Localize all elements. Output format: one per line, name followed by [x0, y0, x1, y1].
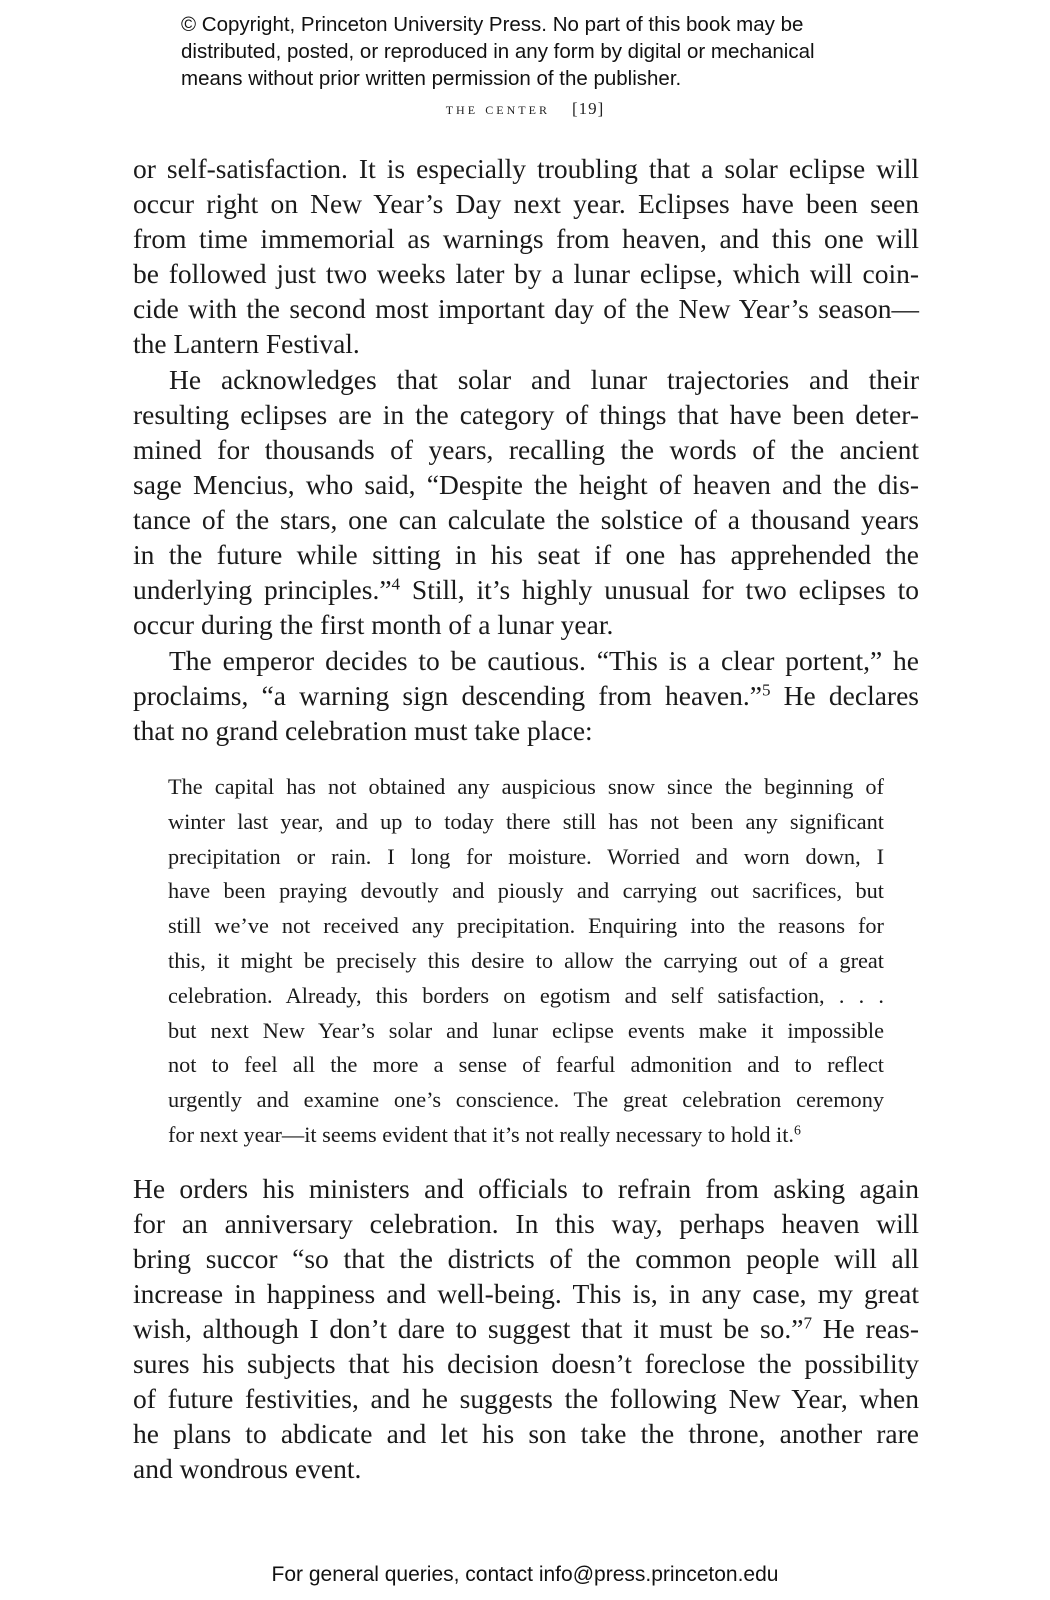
- text-line: [133, 1311, 919, 1346]
- footnote-marker-6: 6: [794, 1122, 801, 1138]
- paragraph-2: [133, 362, 919, 642]
- quote-line: [168, 1118, 884, 1153]
- text-line: occur during the first month of a lunar year.: [133, 609, 614, 640]
- block-quote: [168, 770, 884, 1153]
- text-line: or self-satisfaction. It is especially troubling that a solar eclipse will: [133, 153, 919, 184]
- text-line: [133, 678, 919, 713]
- footer-contact: For general queries, contact info@press.princeton.edu: [271, 1563, 779, 1586]
- text-line: He acknowledges that solar and lunar trajectories and their: [169, 364, 919, 395]
- text-line: be followed just two weeks later by a lunar eclipse, which will coin-: [133, 258, 919, 289]
- quote-line: urgently and examine one’s conscience. The great celebration ceremony: [168, 1087, 884, 1113]
- copyright-line: means without prior written permission of the publisher.: [181, 67, 682, 90]
- paragraph-4: [133, 1171, 919, 1486]
- quote-line: The capital has not obtained any auspicious snow since the beginning of: [168, 774, 884, 799]
- quote-line: have been praying devoutly and piously and carrying out sacrifices, but: [168, 878, 884, 904]
- text-line: of future festivities, and he suggests the following New Year, when: [133, 1383, 919, 1414]
- paragraph-1: [133, 151, 919, 361]
- footnote-marker-4: 4: [391, 574, 401, 594]
- quote-line: still we’ve not received any precipitation. Enquiring into the reasons for: [168, 913, 884, 939]
- text-line: tance of the stars, one can calculate the solstice of a thousand years: [133, 504, 919, 535]
- quote-line: not to feel all the more a sense of fearful admonition and to reflect: [168, 1052, 884, 1078]
- text-line: occur right on New Year’s Day next year. Eclipses have been seen: [133, 188, 919, 219]
- text-line: The emperor decides to be cautious. “This is a clear portent,” he: [169, 645, 919, 676]
- text-segment: proclaims, “a warning sign descending from heaven.”: [133, 680, 762, 711]
- quote-line: celebration. Already, this borders on egotism and self satisfaction, . . .: [168, 982, 884, 1008]
- text-line: in the future while sitting in his seat if one has apprehended the: [133, 539, 919, 570]
- paragraph-3: [133, 643, 919, 748]
- copyright-line: distributed, posted, or reproduced in any form by digital or mechanical: [181, 40, 815, 63]
- text-segment: underlying principles.”: [133, 574, 392, 605]
- copyright-line: © Copyright, Princeton University Press. No part of this book may be: [181, 13, 804, 36]
- running-head: [0, 99, 1050, 119]
- copyright-notice: [181, 11, 921, 92]
- text-line: mined for thousands of years, recalling the words of the ancient: [133, 434, 919, 465]
- text-segment: wish, although I don’t dare to suggest that it must be so.”: [133, 1313, 804, 1344]
- text-line: sage Mencius, who said, “Despite the height of heaven and the dis-: [133, 469, 919, 500]
- text-line: that no grand celebration must take place:: [133, 715, 593, 746]
- quote-line: winter last year, and up to today there still has not been any significant: [168, 808, 884, 834]
- text-line: [133, 572, 919, 607]
- text-line: bring succor “so that the districts of the common people will all: [133, 1243, 919, 1274]
- text-line: he plans to abdicate and let his son take the throne, another rare: [133, 1418, 919, 1449]
- text-line: increase in happiness and well-being. This is, in any case, my great: [133, 1278, 919, 1309]
- text-line: He orders his ministers and officials to refrain from asking again: [133, 1173, 919, 1204]
- text-line: resulting eclipses are in the category of things that have been deter-: [133, 399, 919, 430]
- text-line: cide with the second most important day of the New Year’s season—: [133, 293, 919, 324]
- quote-line: this, it might be precisely this desire to allow the carrying out of a great: [168, 947, 884, 973]
- footnote-marker-5: 5: [761, 680, 771, 700]
- text-segment: Still, it’s highly unusual for two eclipses to: [400, 574, 919, 605]
- footnote-marker-7: 7: [803, 1313, 813, 1333]
- text-line: sures his subjects that his decision doesn’t foreclose the possibility: [133, 1348, 919, 1379]
- text-line: for an anniversary celebration. In this way, perhaps heaven will: [133, 1208, 919, 1239]
- text-segment: He reas-: [812, 1313, 919, 1344]
- quote-line: precipitation or rain. I long for moisture. Worried and worn down, I: [168, 843, 884, 869]
- text-line: from time immemorial as warnings from heaven, and this one will: [133, 223, 919, 254]
- text-segment: for next year—it seems evident that it’s not really necessary to hold it.: [168, 1121, 795, 1147]
- running-head-title: the center: [445, 99, 550, 118]
- text-segment: He declares: [770, 680, 919, 711]
- text-line: and wondrous event.: [133, 1453, 362, 1484]
- text-line: the Lantern Festival.: [133, 328, 360, 359]
- quote-line: but next New Year’s solar and lunar eclipse events make it impossible: [168, 1017, 884, 1043]
- page-number: [19]: [571, 99, 605, 118]
